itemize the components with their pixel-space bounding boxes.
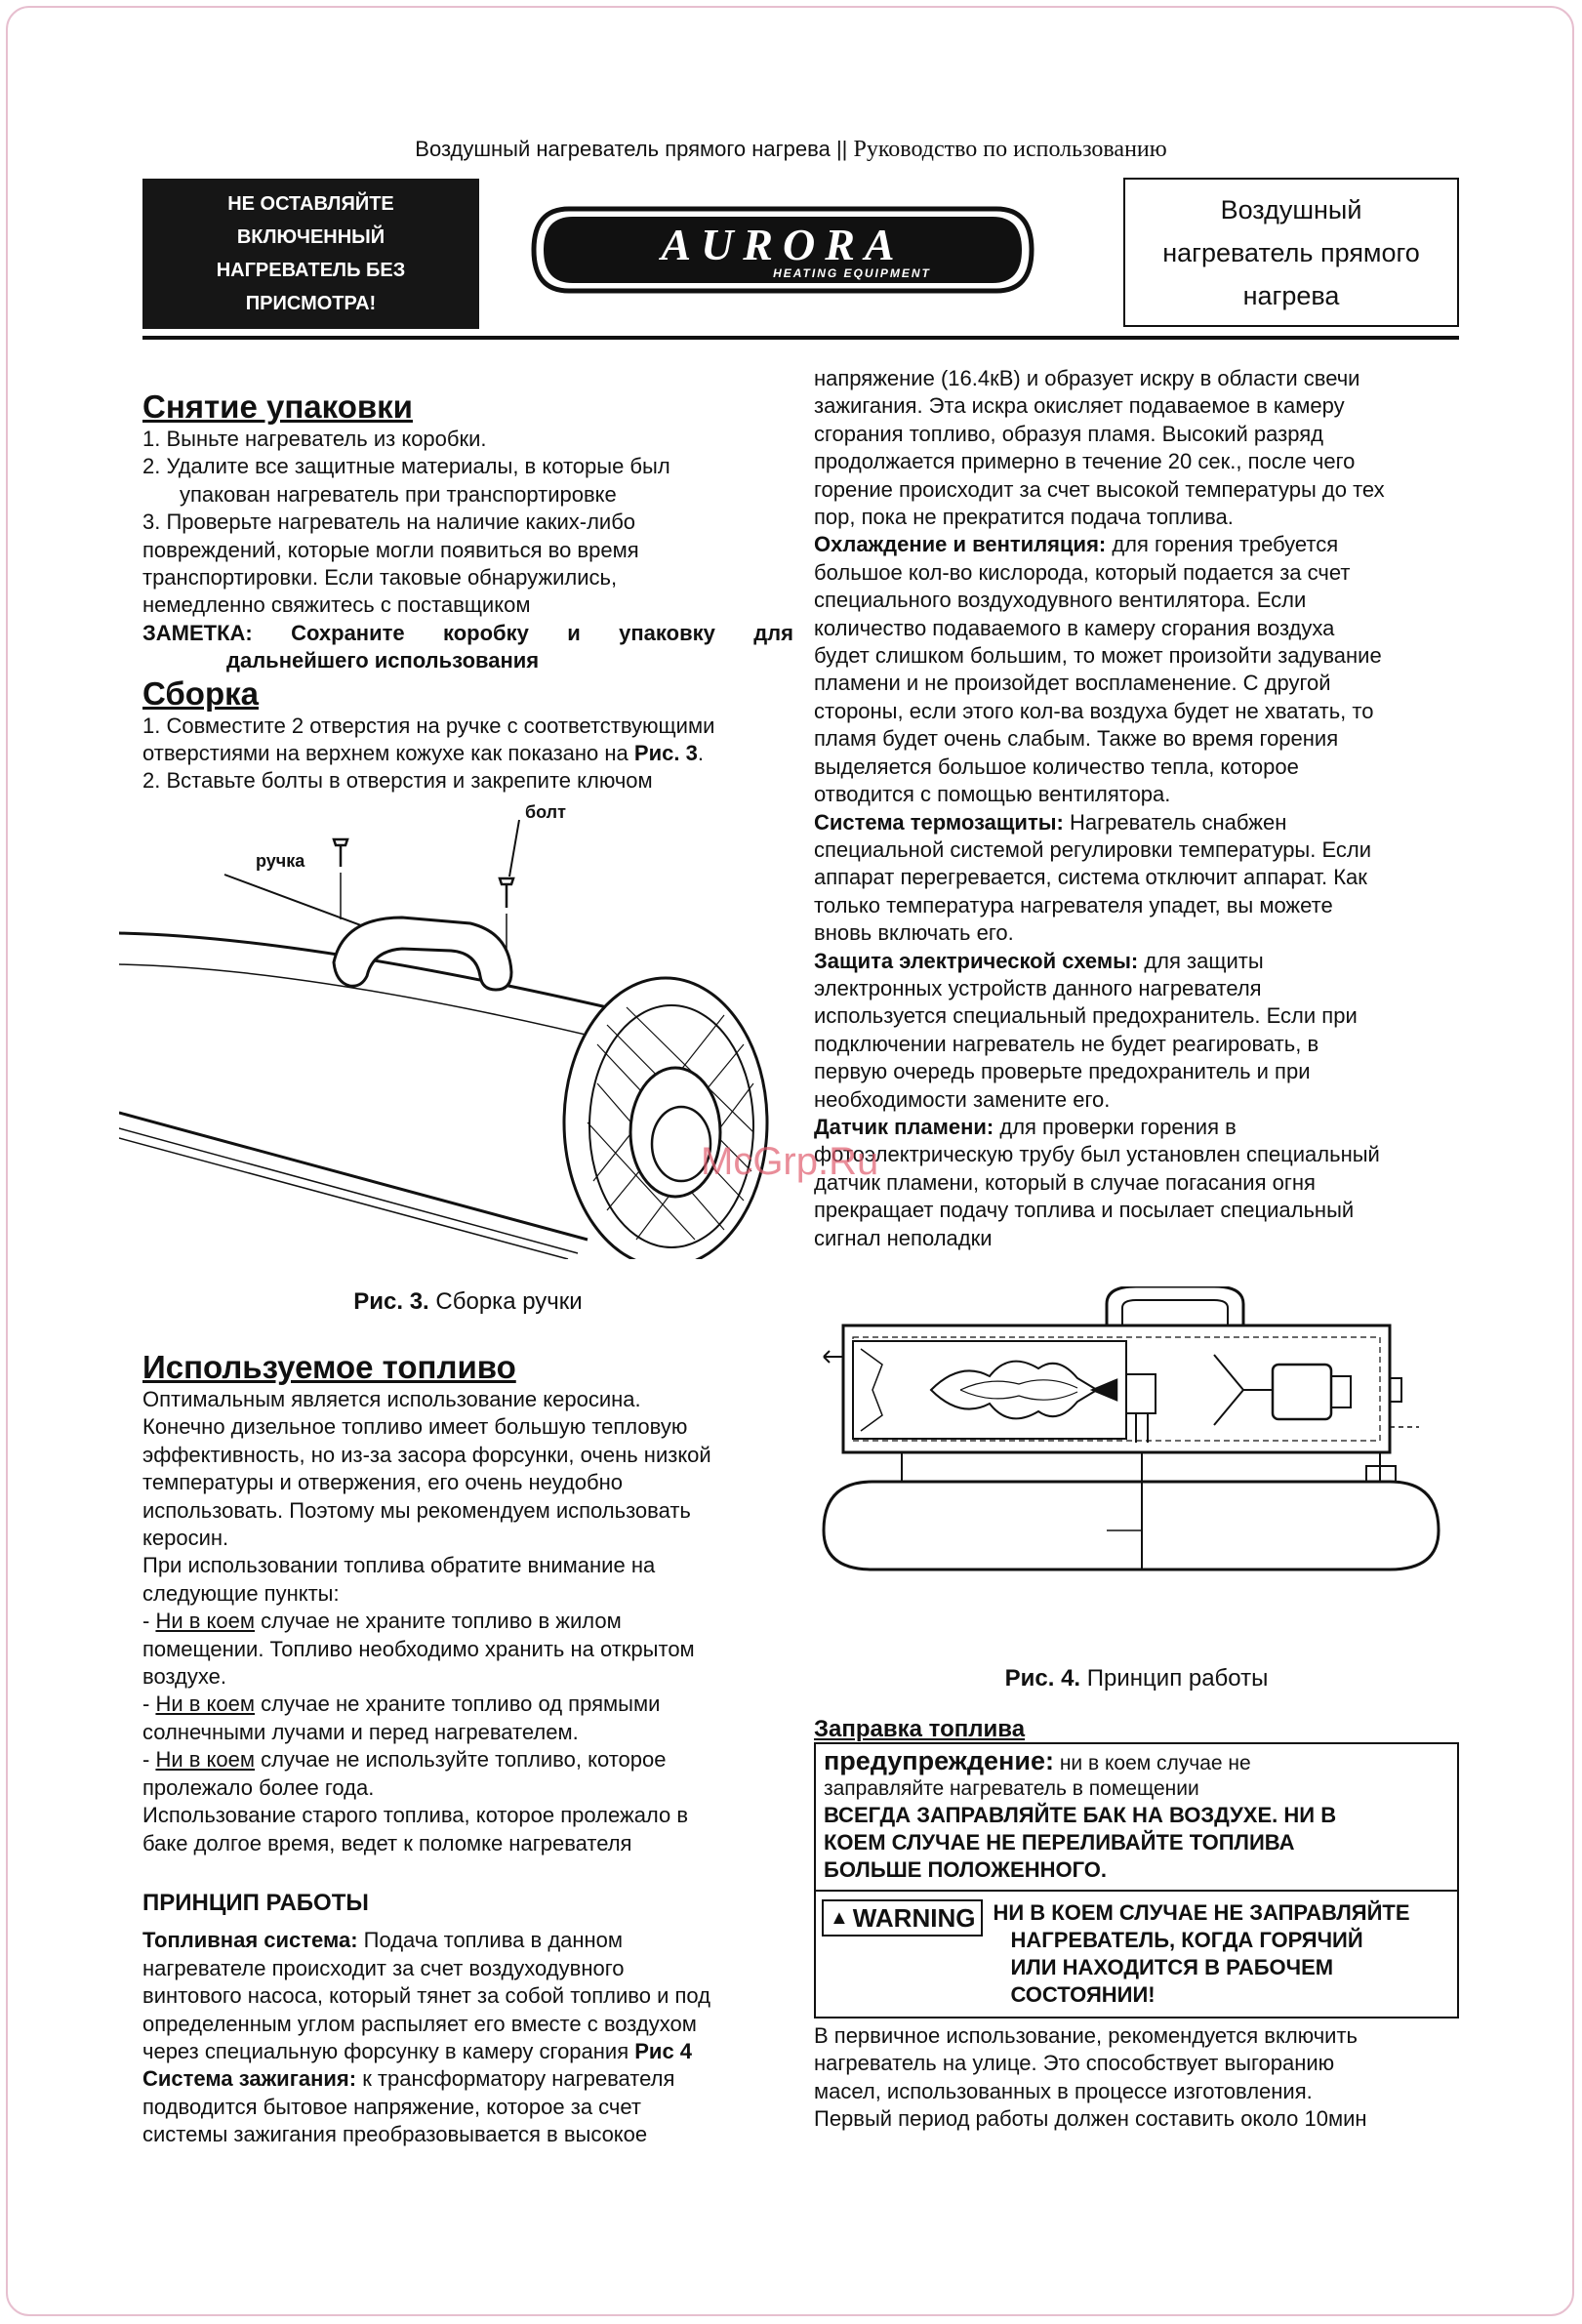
emphasis-text: Ни в коем <box>155 1609 256 1634</box>
principle-line <box>814 948 1459 975</box>
warning-line: ИЛИ НАХОДИТСЯ В РАБОЧЕМ <box>1010 1955 1334 1979</box>
fuel-line: солнечными лучами и перед нагревателем. <box>142 1719 579 1744</box>
bullet-text: случае не храните топливо в жилом <box>255 1609 622 1634</box>
first-use-line: масел, использованных в процессе изготовления. <box>814 2078 1313 2103</box>
first-use-line: нагреватель на улице. Это способствует выгоранию <box>814 2051 1335 2076</box>
running-title-right: Руководство по использованию <box>853 137 1167 162</box>
term-label: Защита электрической схемы: <box>814 948 1139 973</box>
refuel-heading-wrap <box>814 1716 1459 1743</box>
fuel-bullet <box>142 1691 793 1718</box>
unattended-warning-box: НЕ ОСТАВЛЯЙТЕ ВКЛЮЧЕННЫЙ НАГРЕВАТЕЛЬ БЕЗ ПРИСМОТРА! <box>142 179 479 329</box>
aurora-logo <box>530 205 1035 295</box>
unpacking-heading: Снятие упаковки <box>142 388 413 425</box>
principle-line: подводится бытовое напряжение, которое за счет <box>142 2094 641 2119</box>
term-label: Датчик пламени: <box>814 1114 994 1139</box>
logo-text: AURORA <box>661 220 905 269</box>
fuel-bullet <box>142 1608 793 1635</box>
principle-text: для проверки горения в <box>994 1114 1237 1139</box>
principle-line: количество подаваемого в камеру сгорания воздуха <box>814 615 1335 640</box>
principle-line: только температура нагревателя упадет, вы можете <box>814 892 1333 917</box>
principle-line: зажигания. Эта искра окисляет подаваемое в камеру <box>814 393 1345 419</box>
principle-line: электронных устройств данного нагревателя <box>814 975 1262 1000</box>
fuel-line: Использование старого топлива, которое пролежало в <box>142 1803 689 1828</box>
watermark: McGrp.Ru <box>701 1140 879 1183</box>
principle-line <box>814 809 1459 836</box>
unpacking-section <box>142 388 793 795</box>
caution-line: заправляйте нагреватель в помещении <box>824 1777 1199 1800</box>
first-use-line: В первичное использование, рекомендуется включить <box>814 2023 1358 2048</box>
assembly-text: . <box>697 741 704 766</box>
term-label: Система термозащиты: <box>814 809 1064 835</box>
unpacking-item: немедленно свяжитесь с поставщиком <box>142 592 531 618</box>
assembly-step: 2. Вставьте болты в отверстия и закрепите ключом <box>142 768 653 794</box>
principle-line: аппарат перегревается, система отключит аппарат. Как <box>814 865 1367 890</box>
principle-line: первую очередь проверьте предохранитель и при <box>814 1059 1311 1084</box>
warning-badge <box>822 1899 983 1937</box>
principle-text: Нагреватель снабжен <box>1063 809 1287 835</box>
term-label: Топливная система: <box>142 1928 358 1953</box>
product-title-box: Воздушный нагреватель прямого нагрева <box>1123 178 1459 327</box>
first-use-section <box>814 2022 1459 2134</box>
unpacking-item: упакован нагреватель при транспортировке <box>180 481 617 507</box>
fuel-line: Конечно дизельное топливо имеет большую тепловую <box>142 1414 688 1440</box>
unpacking-item: 3. Проверьте нагреватель на наличие каких-либо <box>142 510 636 535</box>
principle-heading: ПРИНЦИП РАБОТЫ <box>142 1890 369 1916</box>
principle-text: к трансформатору нагревателя <box>356 2066 675 2092</box>
fuel-line: пролежало более года. <box>142 1774 375 1800</box>
principle-line: выделяется большое количество тепла, которое <box>814 754 1299 779</box>
principle-line: системы зажигания преобразовывается в высокое <box>142 2122 648 2147</box>
principle-line: пламени и не произойдет воспламенение. С другой <box>814 671 1331 696</box>
bolt-label: болт <box>525 802 566 822</box>
warning-badge-label: WARNING <box>852 1903 976 1933</box>
logo-subtext: HEATING EQUIPMENT <box>773 266 931 280</box>
figure-4-operating-principle <box>814 1286 1459 1640</box>
principle-line: отводится с помощью вентилятора. <box>814 782 1171 807</box>
term-label: Система зажигания: <box>142 2066 357 2092</box>
caution-caps: ВСЕГДА ЗАПРАВЛЯЙТЕ БАК НА ВОЗДУХЕ. НИ В <box>824 1803 1337 1827</box>
running-header <box>0 137 1582 163</box>
refuel-heading: Заправка топлива <box>814 1716 1026 1742</box>
caution-line <box>824 1748 1449 1776</box>
figure-3-handle-assembly <box>119 791 773 1259</box>
assembly-step <box>142 740 793 767</box>
principle-line: используется специальный предохранитель. Если при <box>814 1003 1358 1029</box>
principle-line: винтового насоса, который тянет за собой топливо и под <box>142 1983 711 2009</box>
unpacking-item: 2. Удалите все защитные материалы, в которые был <box>142 454 670 479</box>
principle-line: датчик пламени, который в случае погасания огня <box>814 1169 1316 1195</box>
principle-text: Подача топлива в данном <box>357 1928 624 1953</box>
fuel-section <box>142 1349 793 1857</box>
principle-line: фотоэлектрическую трубу был установлен специальный <box>814 1142 1380 1167</box>
fuel-line: керосин. <box>142 1526 229 1551</box>
warning-line: СОСТОЯНИИ! <box>1010 1982 1156 2007</box>
principle-line: напряжение (16.4кВ) и образует искру в области свечи <box>814 366 1360 390</box>
principle-line: большое кол-во кислорода, который подается за счет <box>814 559 1351 585</box>
principle-line: нагревателе происходит за счет воздуходувного <box>142 1955 625 1980</box>
caution-word: предупреждение: <box>824 1746 1054 1775</box>
principle-line: сигнал неполадки <box>814 1225 993 1250</box>
principle-line: будет слишком большим, то может произойти задувание <box>814 643 1382 669</box>
warning-text <box>993 1899 1409 2009</box>
principle-line <box>814 1114 1459 1141</box>
term-label: Охлаждение и вентиляция: <box>814 532 1107 557</box>
fuel-bullet <box>142 1746 793 1774</box>
principle-line: вновь включать его. <box>814 920 1014 946</box>
emphasis-text: Ни в коем <box>155 1747 256 1773</box>
assembly-text: отверстиями на верхнем кожухе как показано на <box>142 741 634 766</box>
note-line: ЗАМЕТКА: Сохраните коробку и упаковку для <box>142 620 793 645</box>
principle-line: пор, пока не прекратится подача топлива. <box>814 505 1234 530</box>
caution-row <box>816 1744 1457 1892</box>
caption-text: Сборка ручки <box>428 1288 583 1315</box>
bullet-text: случае не храните топливо од прямыми <box>255 1692 661 1717</box>
bolt-icon <box>334 839 513 908</box>
principle-line <box>142 2065 793 2093</box>
bullet-text: случае не используйте топливо, которое <box>255 1747 667 1773</box>
unpacking-item: 1. Выньте нагреватель из коробки. <box>142 427 487 451</box>
caution-caps: КОЕМ СЛУЧАЕ НЕ ПЕРЕЛИВАЙТЕ ТОПЛИВА <box>824 1830 1295 1855</box>
principle-line: сгорания топливо, образуя пламя. Высокий разряд <box>814 421 1323 446</box>
principle-line: определенным углом распыляет его вместе с воздухом <box>142 2011 697 2036</box>
fuel-line: использовать. Поэтому мы рекомендуем использовать <box>142 1497 691 1523</box>
principle-text: для защиты <box>1138 948 1264 973</box>
principle-line: специального воздуходувного вентилятора. Если <box>814 588 1307 613</box>
caption-text: Принцип работы <box>1080 1665 1269 1692</box>
principle-line <box>814 531 1459 558</box>
handle-label: ручка <box>256 851 305 871</box>
warning-line: НАГРЕВАТЕЛЬ, КОГДА ГОРЯЧИЙ <box>1010 1928 1363 1952</box>
principle-line: подключении нагреватель не будет реагировать, в <box>814 1031 1319 1056</box>
fuel-line: следующие пункты: <box>142 1580 340 1606</box>
fuel-line: температуры и отвержения, его очень неудобно <box>142 1470 623 1495</box>
unpacking-item: транспортировки. Если таковые обнаружились, <box>142 565 618 591</box>
refuel-warning-table <box>814 1742 1459 2018</box>
fuel-line: помещении. Топливо необходимо хранить на открытом <box>142 1636 695 1661</box>
principle-section <box>142 1890 793 2149</box>
running-title-left: Воздушный нагреватель прямого нагрева || <box>415 137 848 161</box>
caution-caps: БОЛЬШЕ ПОЛОЖЕННОГО. <box>824 1857 1108 1882</box>
caption-label: Рис. 4. <box>1004 1665 1081 1692</box>
bullet-dash: - <box>142 1609 156 1634</box>
fuel-heading: Используемое топливо <box>142 1349 516 1385</box>
principle-line: горение происходит за счет высокой температуры до тех <box>814 476 1385 502</box>
figure-reference: Рис. 3 <box>633 741 698 766</box>
principle-line: необходимости замените его. <box>814 1086 1111 1112</box>
principle-line: пламя будет очень слабым. Также во время горения <box>814 726 1339 752</box>
fuel-line: эффективность, но из-за засора форсунки, очень низкой <box>142 1442 711 1467</box>
fuel-line: Оптимальным является использование керосина. <box>142 1387 641 1411</box>
principle-text: для горения требуется <box>1106 532 1339 557</box>
figure-reference: Рис 4 <box>634 2039 693 2064</box>
principle-line: стороны, если этого кол-ва воздуха будет не хватать, то <box>814 698 1374 723</box>
principle-text: через специальную форсунку в камеру сгорания <box>142 2039 635 2064</box>
bullet-dash: - <box>142 1692 156 1717</box>
assembly-heading: Сборка <box>142 674 259 712</box>
warning-row <box>816 1892 1457 2017</box>
figure-3-caption <box>142 1288 793 1316</box>
figure-4-caption <box>814 1665 1459 1692</box>
caution-text: ни в коем случае не <box>1053 1752 1251 1774</box>
assembly-step: 1. Совместите 2 отверстия на ручке с соответствующими <box>142 713 715 738</box>
principle-line <box>142 1927 793 1954</box>
unpacking-item: повреждений, которые могли появиться во время <box>142 537 639 562</box>
principle-line: продолжается примерно в течение 20 сек., после чего <box>814 449 1356 474</box>
bullet-dash: - <box>142 1747 156 1773</box>
fuel-line: При использовании топлива обратите внимание на <box>142 1553 656 1578</box>
principle-line <box>142 2038 793 2065</box>
warning-triangle-icon: ▲ <box>830 1907 849 1929</box>
right-column-text <box>814 365 1459 1252</box>
first-use-line: Первый период работы должен составить около 10мин <box>814 2106 1367 2132</box>
principle-line: специальной системой регулировки температуры. Если <box>814 836 1372 862</box>
fuel-line: баке долгое время, ведет к поломке нагревателя <box>142 1830 632 1855</box>
principle-line: прекращает подачу топлива и посылает специальный <box>814 1198 1355 1223</box>
warning-line: НИ В КОЕМ СЛУЧАЕ НЕ ЗАПРАВЛЯЙТЕ <box>993 1900 1410 1925</box>
caption-label: Рис. 3. <box>353 1288 429 1315</box>
fuel-line: воздухе. <box>142 1664 226 1690</box>
header-rule <box>142 336 1459 340</box>
emphasis-text: Ни в коем <box>155 1692 256 1717</box>
note-line: дальнейшего использования <box>226 648 540 673</box>
